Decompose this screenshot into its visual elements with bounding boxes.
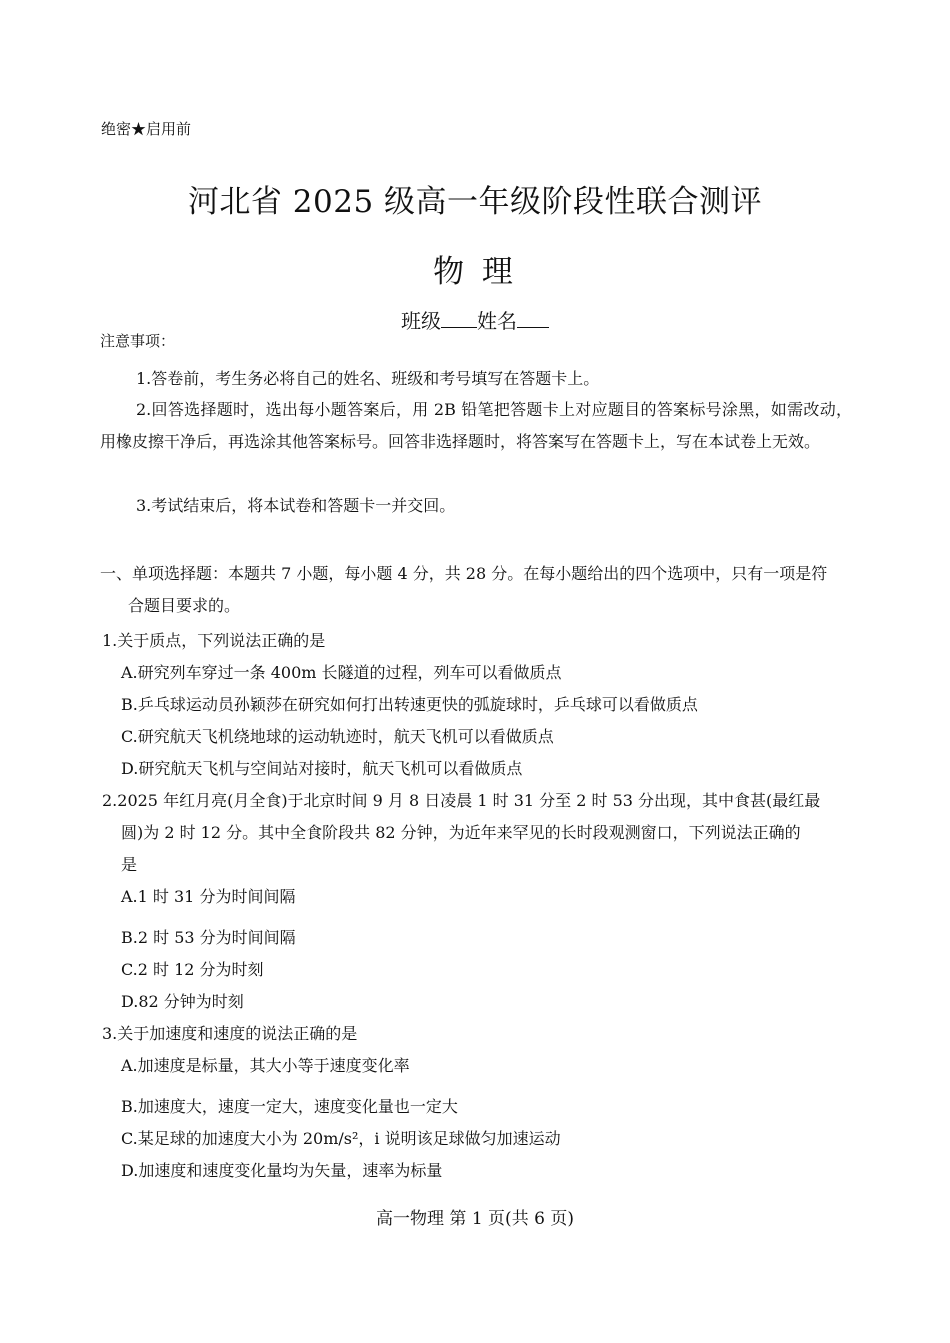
name-blank [517,326,549,328]
question-2-option-b: B.2 时 53 分为时间间隔 [121,928,296,947]
page-footer: 高一物理 第 1 页(共 6 页) [376,1209,574,1229]
name-label: 姓名 [477,309,517,333]
note-item-3: 3.考试结束后，将本试卷和答题卡一并交回。 [136,496,456,515]
question-2-stem-line2: 圆)为 2 时 12 分。其中全食阶段共 82 分钟，为近年来罕见的长时段观测窗口，下列说法正确的 [121,823,801,842]
question-1-option-a: A.研究列车穿过一条 400m 长隧道的过程，列车可以看做质点 [121,663,562,682]
notes-title: 注意事项： [100,332,176,350]
question-2-stem-line1: 2.2025 年红月亮(月全食)于北京时间 9 月 8 日凌晨 1 时 31 分至 2 时 53 分出现，其中食甚(最红最 [102,791,821,810]
section-heading-line1: 一、单项选择题：本题共 7 小题，每小题 4 分，共 28 分。在每小题给出的四个选项中，只有一项是符 [100,564,828,583]
question-2-option-d: D.82 分钟为时刻 [121,992,244,1011]
exam-title: 河北省 2025 级高一年级阶段性联合测评 [187,184,763,220]
question-3-option-d: D.加速度和速度变化量均为矢量，速率为标量 [121,1161,443,1180]
section-heading [100,558,852,622]
question-2-stem-line3: 是 [121,855,138,874]
confidential-label: 绝密★启用前 [101,120,192,138]
class-label: 班级 [401,309,441,333]
question-1-option-b: B.乒乓球运动员孙颖莎在研究如何打出转速更快的弧旋球时，乒乓球可以看做质点 [121,695,698,714]
subject-title: 物 理 [433,254,517,290]
section-heading-line2: 合题目要求的。 [128,596,241,615]
question-3-stem: 3.关于加速度和速度的说法正确的是 [102,1024,358,1043]
question-1-option-c: C.研究航天飞机绕地球的运动轨迹时，航天飞机可以看做质点 [121,727,554,746]
question-3-option-a: A.加速度是标量，其大小等于速度变化率 [121,1056,410,1075]
question-2-option-a: A.1 时 31 分为时间间隔 [121,887,296,906]
question-3-option-b: B.加速度大，速度一定大，速度变化量也一定大 [121,1097,458,1116]
question-1-stem: 1.关于质点，下列说法正确的是 [102,631,326,650]
class-blank [441,326,477,328]
note-item-1: 1.答卷前，考生务必将自己的姓名、班级和考号填写在答题卡上。 [136,369,600,388]
question-3-option-c: C.某足球的加速度大小为 20m/s²，i 说明该足球做匀加速运动 [121,1129,561,1148]
question-1-option-d: D.研究航天飞机与空间站对接时，航天飞机可以看做质点 [121,759,523,778]
question-2-option-c: C.2 时 12 分为时刻 [121,960,264,979]
note-item-2: 2.回答选择题时，选出每小题答案后，用 2B 铅笔把答题卡上对应题目的答案标号涂黑，如需改动，用橡皮擦干净后，再选涂其他答案标号。回答非选择题时，将答案写在答题卡上，写在本试卷上无效。 [100,400,852,451]
